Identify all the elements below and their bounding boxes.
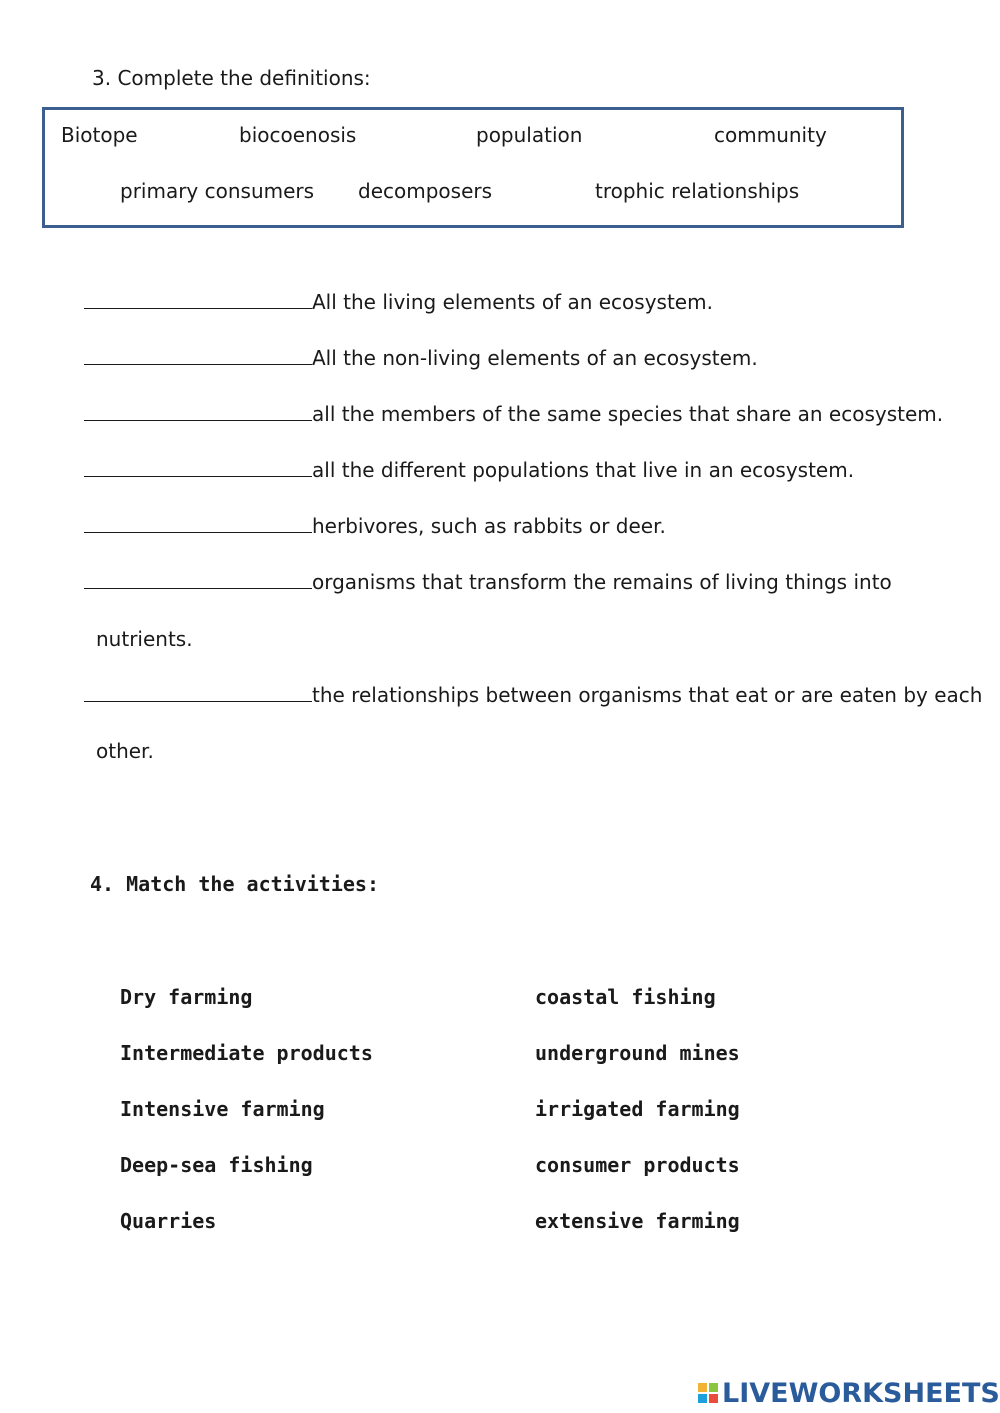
definition-row: All the living elements of an ecosystem.	[84, 290, 713, 314]
match-right-item[interactable]: consumer products	[535, 1153, 740, 1177]
word-bank-item: decomposers	[358, 179, 493, 203]
logo-square	[698, 1394, 707, 1403]
definition-row: all the different populations that live in an ecosystem.	[84, 458, 854, 482]
definition-continuation: other.	[96, 739, 154, 763]
match-left-item[interactable]: Dry farming	[120, 985, 253, 1009]
answer-blank[interactable]	[84, 404, 312, 421]
answer-blank[interactable]	[84, 460, 312, 477]
exercise-3-heading: 3. Complete the definitions:	[92, 66, 371, 90]
word-bank-item: community	[714, 123, 827, 147]
logo-mark-icon	[698, 1383, 718, 1403]
answer-blank[interactable]	[84, 572, 312, 589]
logo-square	[698, 1383, 707, 1392]
match-right-item[interactable]: underground mines	[535, 1041, 740, 1065]
match-left-item[interactable]: Intermediate products	[120, 1041, 373, 1065]
match-right-item[interactable]: irrigated farming	[535, 1097, 740, 1121]
word-bank-box	[42, 107, 904, 228]
answer-blank[interactable]	[84, 348, 312, 365]
word-bank-item: biocoenosis	[239, 123, 357, 147]
definition-row: All the non-living elements of an ecosystem.	[84, 346, 758, 370]
exercise-4-heading: 4. Match the activities:	[90, 872, 379, 896]
logo-text: LIVEWORKSHEETS	[722, 1377, 1000, 1409]
answer-blank[interactable]	[84, 685, 312, 702]
word-bank-item: trophic relationships	[595, 179, 800, 203]
word-bank-item: population	[476, 123, 583, 147]
answer-blank[interactable]	[84, 292, 312, 309]
match-left-item[interactable]: Deep-sea fishing	[120, 1153, 313, 1177]
liveworksheets-logo	[698, 1376, 1000, 1410]
definition-continuation: nutrients.	[96, 627, 193, 651]
match-left-item[interactable]: Quarries	[120, 1209, 217, 1233]
definition-row: organisms that transform the remains of living things into	[84, 570, 892, 594]
definition-row: herbivores, such as rabbits or deer.	[84, 514, 666, 538]
word-bank-item: Biotope	[61, 123, 138, 147]
definition-row: all the members of the same species that share an ecosystem.	[84, 402, 943, 426]
answer-blank[interactable]	[84, 516, 312, 533]
match-right-item[interactable]: coastal fishing	[535, 985, 716, 1009]
definition-row: the relationships between organisms that eat or are eaten by each	[84, 683, 982, 707]
logo-square	[709, 1383, 718, 1392]
match-left-item[interactable]: Intensive farming	[120, 1097, 325, 1121]
logo-square	[709, 1394, 718, 1403]
match-right-item[interactable]: extensive farming	[535, 1209, 740, 1233]
word-bank-item: primary consumers	[120, 179, 315, 203]
